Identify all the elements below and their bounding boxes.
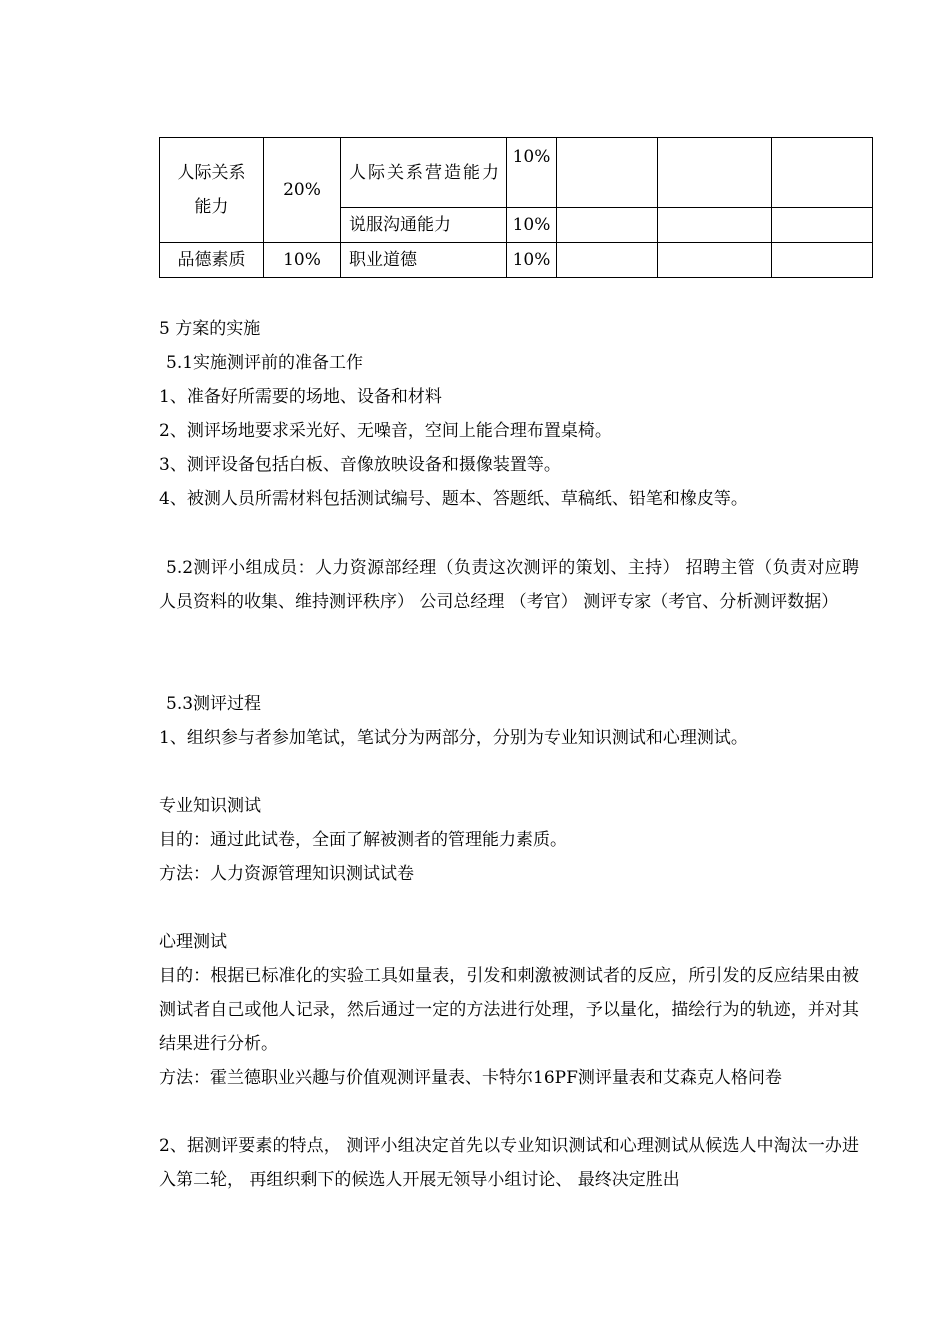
test-method: 方法：人力资源管理知识测试试卷	[159, 864, 414, 884]
item-weight-cell: 10%	[507, 208, 557, 243]
list-item: 4、被测人员所需材料包括测试编号、题本、答题纸、草稿纸、铅笔和橡皮等。	[159, 489, 748, 509]
section-heading: 5 方案的实施	[159, 319, 261, 339]
test-purpose: 目的：根据已标准化的实验工具如量表，引发和刺激被测试者的反应，所引发的反应结果由被测试者自己或他人记录，然后通过一定的方法进行处理，予以量化，描绘行为的轨迹，并对其结果进行分析。	[159, 966, 859, 1054]
team-members-paragraph: 5.2测评小组成员：人力资源部经理（负责这次测评的策划、主持） 招聘主管（负责对应聘人员资料的收集、维持测评秩序） 公司总经理 （考官） 测评专家（考官、分析测评数据）	[159, 558, 859, 612]
empty-cell	[772, 138, 873, 208]
item-cell: 说服沟通能力	[341, 208, 507, 243]
empty-cell	[658, 243, 772, 278]
table-row	[160, 138, 873, 208]
subsection-heading: 5.3测评过程	[166, 694, 262, 714]
item-weight-cell: 10%	[507, 243, 557, 278]
item-cell: 人际关系营造能力	[341, 138, 507, 208]
list-item: 1、组织参与者参加笔试，笔试分为两部分，分别为专业知识测试和心理测试。	[159, 728, 748, 748]
assessment-weight-table	[159, 137, 873, 278]
item-cell: 职业道德	[341, 243, 507, 278]
empty-cell	[557, 243, 658, 278]
subsection-heading: 5.1实施测评前的准备工作	[166, 353, 364, 373]
empty-cell	[658, 138, 772, 208]
empty-cell	[557, 138, 658, 208]
list-item: 1、准备好所需要的场地、设备和材料	[159, 387, 442, 407]
test-method: 方法：霍兰德职业兴趣与价值观测评量表、卡特尔16PF测评量表和艾森克人格问卷	[159, 1068, 782, 1088]
list-item: 2、测评场地要求采光好、无噪音，空间上能合理布置桌椅。	[159, 421, 612, 441]
test-title: 专业知识测试	[159, 796, 261, 816]
category-cell	[160, 138, 264, 243]
list-item: 3、测评设备包括白板、音像放映设备和摄像装置等。	[159, 455, 561, 475]
test-purpose: 目的：通过此试卷，全面了解被测者的管理能力素质。	[159, 830, 567, 850]
empty-cell	[772, 208, 873, 243]
list-item: 2、据测评要素的特点， 测评小组决定首先以专业知识测试和心理测试从候选人中淘汰一办进入第二轮， 再组织剩下的候选人开展无领导小组讨论、 最终决定胜出	[159, 1136, 859, 1190]
test-title: 心理测试	[159, 932, 227, 952]
category-weight-cell: 20%	[264, 138, 341, 243]
table-row	[160, 243, 873, 278]
category-label: 人际关系能力	[177, 163, 246, 217]
empty-cell	[772, 243, 873, 278]
empty-cell	[557, 208, 658, 243]
category-weight-cell: 10%	[264, 243, 341, 278]
empty-cell	[658, 208, 772, 243]
item-weight-cell: 10%	[507, 138, 557, 208]
category-cell: 品德素质	[160, 243, 264, 278]
